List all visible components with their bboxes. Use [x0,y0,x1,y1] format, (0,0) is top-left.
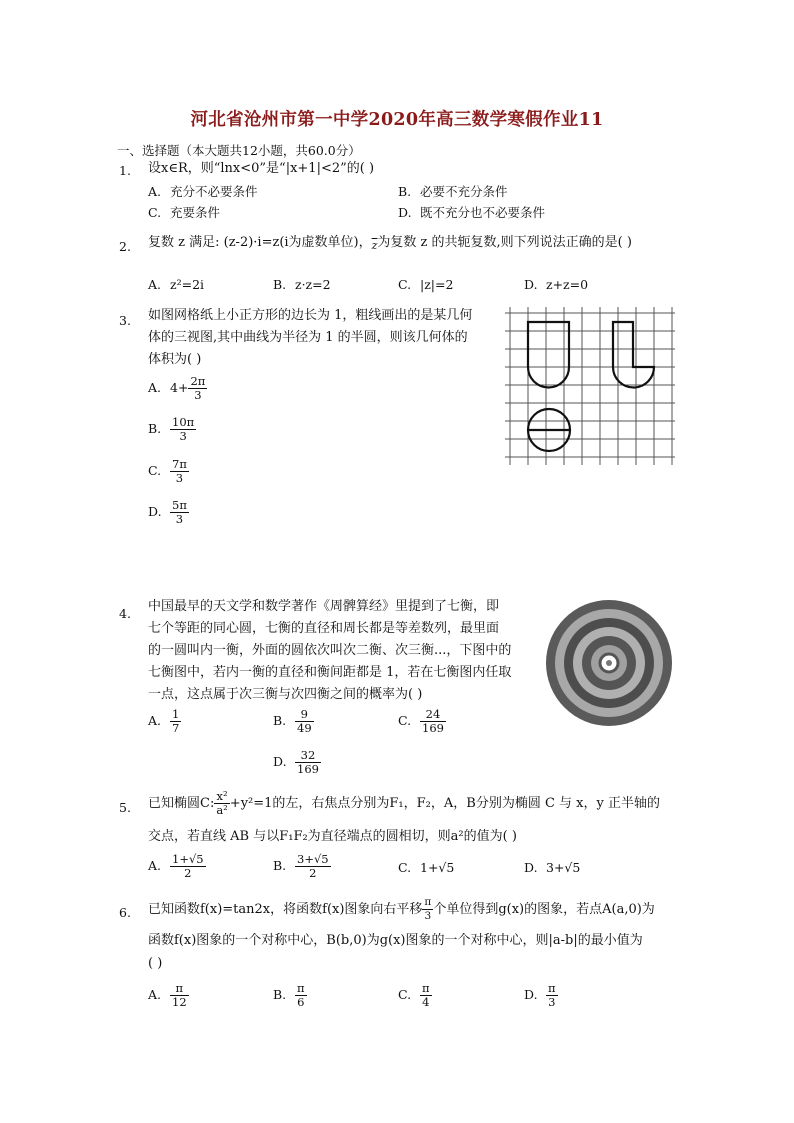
option-c [398,982,432,1009]
option-d [148,499,189,526]
option-text: 必要不充分条件 [420,184,508,199]
question-line: 七个等距的同心圆，七衡的直径和周长都是等差数列，最里面 [148,621,500,636]
option-b [398,182,508,200]
option-label: B. [273,713,287,728]
question-text [148,596,511,706]
option-c [398,860,454,875]
side-view [613,322,654,388]
option-label: A. [148,858,162,873]
option-d [524,982,558,1009]
fraction-numerator: π [422,981,430,995]
question-text [148,790,660,817]
option-label: C. [398,987,412,1002]
option-c [148,203,220,221]
fraction-numerator: π [424,896,432,908]
fraction [170,458,189,485]
fraction [295,853,331,880]
fraction-numerator: π [297,981,305,995]
fraction-numerator: 1 [172,707,180,721]
fraction-numerator: x² [214,790,229,804]
question-line: ( ) [148,956,163,971]
ring-center [606,660,612,666]
fraction [170,982,189,1009]
page-title: 河北省沧州市第一中学2020年高三数学寒假作业11 [190,110,604,130]
question-line: 体积为( ) [148,352,202,367]
question-text-part-a: 已知椭圆C: [148,796,215,811]
fraction [420,982,432,1009]
option-label: C. [398,713,412,728]
question-line: 的一圆叫内一衡，外面的圆依次叫次二衡、次三衡...，下图中的 [148,643,512,658]
conjugate-symbol: z [371,239,378,252]
option-label: B. [398,184,412,199]
option-label: A. [148,987,162,1002]
question-number: 2. [119,239,131,254]
question-text-part-b: 为复数 z 的共轭复数,则下列说法正确的是( ) [377,235,632,250]
question-number: 3. [119,313,131,328]
option-text: 充分不必要条件 [170,184,258,199]
fraction [420,708,446,735]
fraction [170,708,181,735]
option-a [148,375,207,402]
fraction [170,499,189,526]
question-text-part-a: 复数 z 满足: (z-2)·i=z(i为虚数单位)， [148,235,372,250]
option-text: 3+√5 [546,860,581,875]
fraction-numerator: 10π [172,415,195,429]
option-c [398,708,446,735]
option-a [148,982,189,1009]
question-line: 中国最早的天文学和数学著作《周髀算经》里提到了七衡，即 [148,599,500,614]
option-a [148,277,204,292]
question-text [148,896,655,923]
view-outlines [528,322,654,451]
option-label: B. [148,421,162,436]
fraction [295,982,307,1009]
option-label: C. [148,205,162,220]
three-view-figure [505,305,675,467]
option-label: B. [273,858,287,873]
fraction-numerator: 1+√5 [172,852,204,866]
question-number: 5. [119,800,131,815]
option-label: B. [273,277,287,292]
section-heading: 一、选择题（本大题共12小题，共60.0分） [117,143,361,158]
option-c [148,458,189,485]
question-line: 体的三视图,其中曲线为半径为 1 的半圆，则该几何体的 [148,330,468,345]
fraction [170,416,196,443]
option-label: A. [148,713,162,728]
seven-ring-figure [544,598,674,728]
option-label: D. [148,504,162,519]
front-view [528,322,569,387]
option-b [148,416,196,443]
option-b [273,982,307,1009]
option-a [148,182,258,200]
option-text: 既不充分也不必要条件 [420,205,546,220]
question-text [148,305,472,371]
fraction-denominator: a² [216,803,228,817]
fraction-numerator: 5π [172,498,187,512]
question-text-part-b: 个单位得到g(x)的图象，若点A(a,0)为 [433,902,655,917]
fraction [214,790,229,817]
option-text: |z|=2 [420,277,454,292]
fraction-numerator: 9 [295,708,314,722]
fraction-denominator: 3 [175,512,184,526]
fraction [170,853,206,880]
option-b [273,277,331,292]
fraction-numerator: 3+√5 [297,852,329,866]
question-text-part-a: 已知函数f(x)=tan2x，将函数f(x)图象向右平移 [148,902,423,917]
question-line: 如图网格纸上小正方形的边长为 1，粗线画出的是某几何 [148,308,473,323]
option-label: D. [398,205,412,220]
fraction [188,375,207,402]
fraction-denominator: 3 [424,910,432,922]
question-text: 设x∈R，则“lnx<0”是“|x+1|<2”的( ) [148,161,375,176]
option-label: B. [273,987,287,1002]
fraction-denominator: 2 [309,866,317,880]
fraction-denominator: 3 [179,429,187,443]
question-line: 一点，这点属于次三衡与次四衡之间的概率为( ) [148,687,423,702]
question-text [148,232,632,257]
option-d [273,749,321,776]
question-text-part-b: +y²=1的左，右焦点分别为F₁，F₂，A，B分别为椭圆 C 与 x，y 正半轴的 [229,796,660,811]
fraction-denominator: 3 [194,388,202,402]
option-label: A. [148,380,162,395]
option-a [148,708,181,735]
option-text: z·z=2 [295,277,331,292]
fraction-denominator: 49 [297,721,312,735]
fraction-denominator: 2 [184,866,192,880]
fraction-numerator: π [548,981,556,995]
fraction-denominator: 4 [422,995,430,1009]
question-number: 4. [119,606,131,621]
fraction-numerator: 7π [172,457,187,471]
question-number: 6. [119,905,131,920]
fraction-numerator: 2π [190,374,206,388]
option-b [273,853,331,880]
option-d [398,203,545,221]
option-label: A. [148,277,162,292]
question-line: 七衡图中，若内一衡的直径和衡间距都是 1，若在七衡图内任取 [148,665,512,680]
fraction [546,982,558,1009]
option-label: C. [148,463,162,478]
option-text: 充要条件 [170,205,221,220]
question-number: 1. [119,163,131,178]
question-line: 函数f(x)图象的一个对称中心，B(b,0)为g(x)图象的一个对称中心，则|a-b|的最小值为 [148,933,643,948]
fraction-denominator: 3 [548,995,556,1009]
fraction-numerator: 24 [420,708,446,722]
option-d [524,277,588,292]
option-b [273,708,314,735]
fraction-numerator: π [170,982,189,996]
option-label: C. [398,860,412,875]
option-label: C. [398,277,412,292]
option-c [398,277,453,292]
option-d [524,860,580,875]
option-label: D. [524,860,538,875]
option-label: A. [148,184,162,199]
option-label: D. [524,277,538,292]
option-label: D. [273,754,287,769]
fraction-denominator: 6 [297,995,305,1009]
fraction-denominator: 169 [297,762,319,776]
option-prefix: 4+ [170,380,189,395]
option-text: 1+√5 [420,860,455,875]
fraction-numerator: 32 [295,749,321,763]
option-a [148,853,206,880]
option-label: D. [524,987,538,1002]
fraction-denominator: 7 [172,721,180,735]
fraction [295,708,314,735]
fraction-denominator: 12 [172,995,187,1009]
fraction [295,749,321,776]
fraction-denominator: 169 [422,721,444,735]
question-line: 交点，若直线 AB 与以F₁F₂为直径端点的圆相切，则a²的值为( ) [148,829,517,844]
option-text: z²=2i [170,277,205,292]
fraction [422,896,433,923]
fraction-denominator: 3 [175,471,184,485]
option-text: z+z=0 [546,277,589,292]
